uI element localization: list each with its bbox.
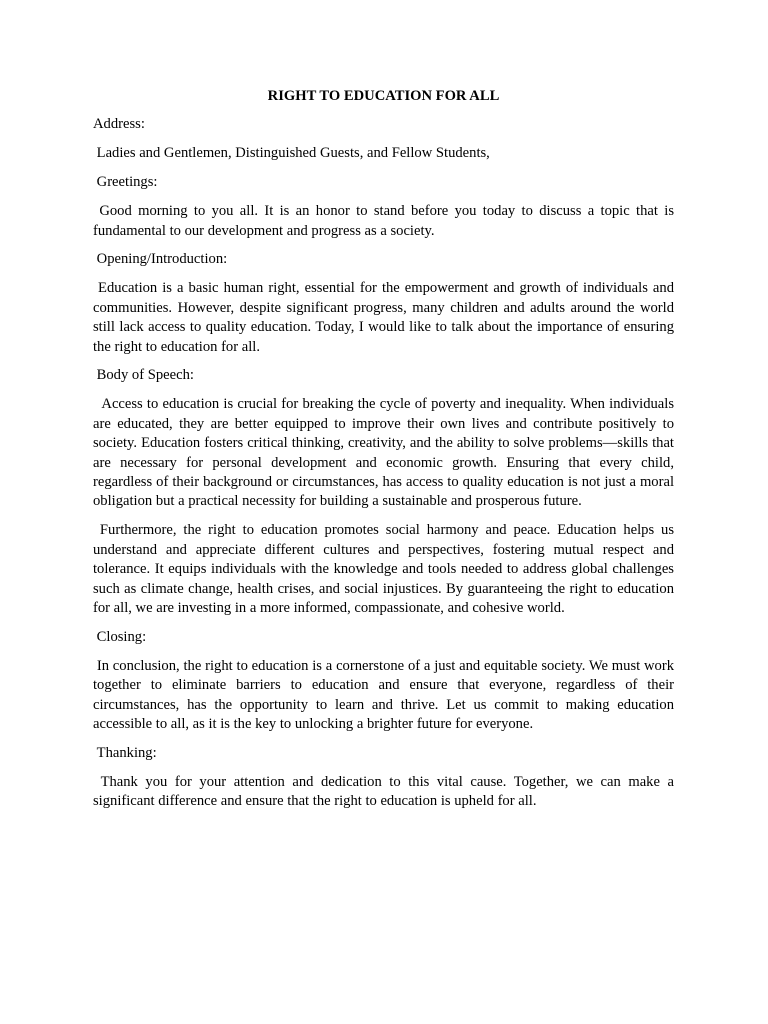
body-paragraph-2: Furthermore, the right to education promotes social harmony and peace. Education helps us understand and appreciate different cultures and perspectives, fostering mutual respect and tolerance. It equips individuals with the knowledge and tools needed to address global challenges such as climate change, health crises, and social injustices. By guaranteeing the right to education for all, we are investing in a more informed, compassionate, and cohesive world. xyxy=(93,522,678,616)
introduction-text: Education is a basic human right, essential for the empowerment and growth of individuals and communities. However, despite significant progress, many children and adults around the world still lack access to quality education. Today, I would like to talk about the importance of ensuring the right to education for all. xyxy=(93,280,678,355)
closing-label: Closing: xyxy=(93,628,147,645)
greetings-text: Good morning to you all. It is an honor to stand before you today to discuss a topic that is fundamental to our development and progress as a society. xyxy=(93,203,678,239)
document-body xyxy=(93,87,678,821)
address-text: Ladies and Gentlemen, Distinguished Guests, and Fellow Students, xyxy=(93,145,490,162)
thanking-label: Thanking: xyxy=(93,744,157,761)
thanking-text: Thank you for your attention and dedication to this vital cause. Together, we can make a significant difference and ensure that the right to education is upheld for all. xyxy=(93,773,678,810)
document-title: RIGHT TO EDUCATION FOR ALL xyxy=(267,88,500,104)
greetings-label: Greetings: xyxy=(93,174,158,191)
body-label: Body of Speech: xyxy=(93,367,194,384)
introduction-label: Opening/Introduction: xyxy=(93,251,228,268)
closing-text: In conclusion, the right to education is a cornerstone of a just and equitable society. We must work together to eliminate barriers to education and ensure that everyone, regardless of their circumstances, has the opportunity to learn and thrive. Let us commit to making education accessible to all, as it is the key to unlocking a brighter future for everyone. xyxy=(93,657,678,732)
address-label: Address: xyxy=(93,116,145,133)
body-paragraph-1: Access to education is crucial for breaking the cycle of poverty and inequality. When individuals are educated, they are better equipped to improve their own lives and contribute positively to society. Education fosters critical thinking, creativity, and the ability to solve problems—skills that are necessary for personal development and economic growth. Ensuring that every child, regardless of their background or circumstances, has access to quality education is not just a moral obligation but a practical necessity for building a sustainable and prosperous future. xyxy=(93,396,678,510)
